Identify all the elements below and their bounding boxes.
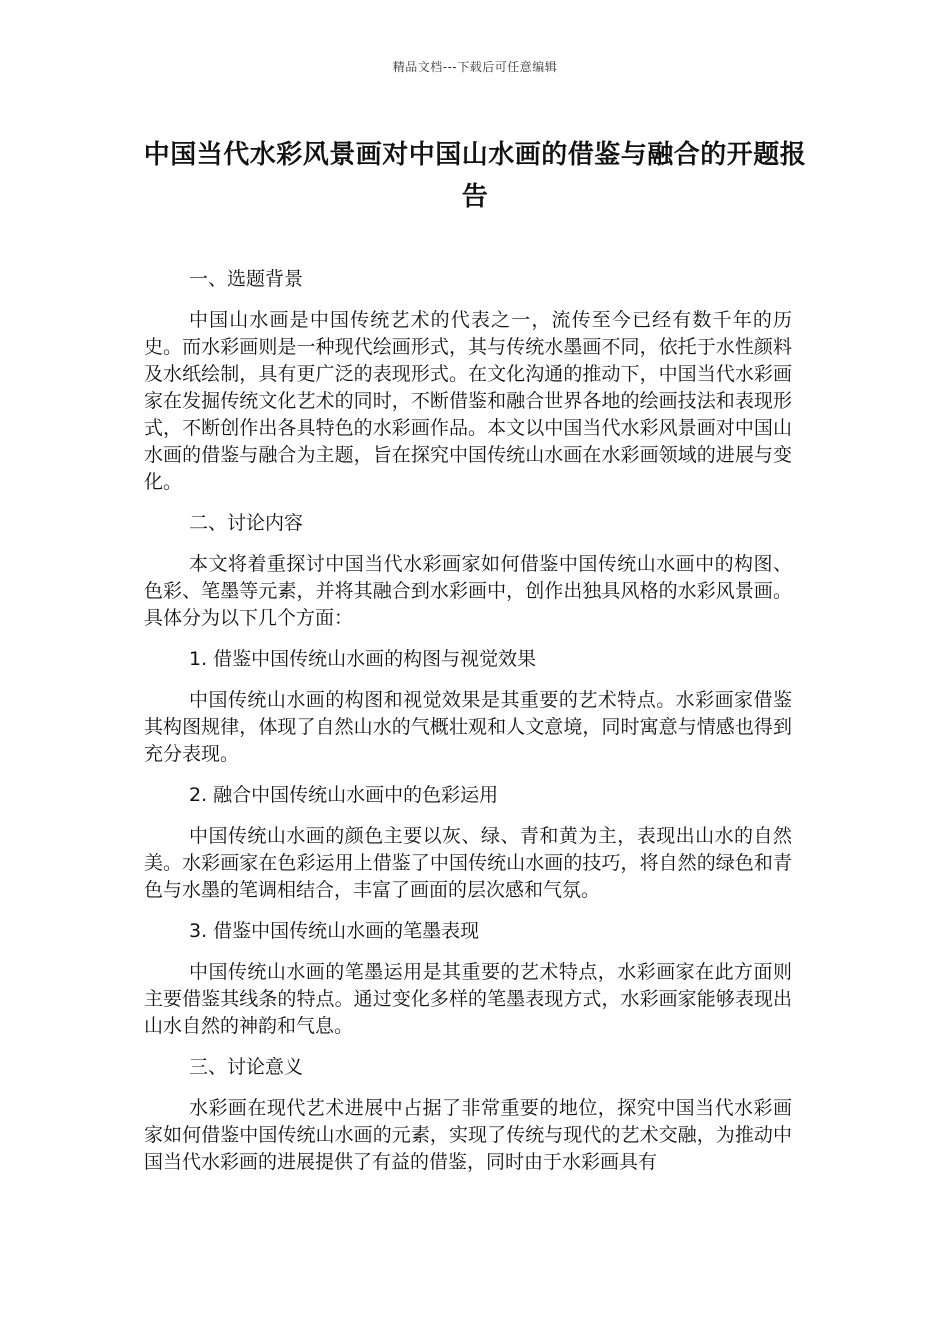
document-body: [144, 266, 792, 1176]
paragraph-color: 中国传统山水画的颜色主要以灰、绿、青和黄为主，表现出山水的自然美。水彩画家在色彩运用上借鉴了中国传统山水画的技巧，将自然的绿色和青色与水墨的笔调相结合，丰富了画面的层次感和气氛。: [144, 825, 792, 901]
subheading-color: 2. 融合中国传统山水画中的色彩运用: [189, 784, 499, 806]
paragraph-significance: 水彩画在现代艺术进展中占据了非常重要的地位，探究中国当代水彩画家如何借鉴中国传统山水画的元素，实现了传统与现代的艺术交融，为推动中国当代水彩画的进展提供了有益的借鉴，同时由于水彩画具有: [144, 1097, 792, 1173]
paragraph-brushwork: 中国传统山水画的笔墨运用是其重要的艺术特点，水彩画家在此方面则主要借鉴其线条的特点。通过变化多样的笔墨表现方式，水彩画家能够表现出山水自然的神韵和气息。: [144, 961, 792, 1037]
header-note: 精品文档---下载后可任意编辑: [392, 60, 558, 74]
paragraph-research-content: 本文将着重探讨中国当代水彩画家如何借鉴中国传统山水画中的构图、色彩、笔墨等元素，并将其融合到水彩画中，创作出独具风格的水彩风景画。具体分为以下几个方面：: [144, 553, 792, 629]
paragraph-composition: 中国传统山水画的构图和视觉效果是其重要的艺术特点。水彩画家借鉴其构图规律，体现了自然山水的气概壮观和人文意境，同时寓意与情感也得到充分表现。: [144, 689, 792, 765]
subheading-brushwork: 3. 借鉴中国传统山水画的笔墨表现: [189, 920, 480, 942]
section-heading-background: 一、选题背景: [189, 268, 304, 290]
section-heading-research-content: 二、讨论内容: [189, 512, 304, 534]
subheading-composition: 1. 借鉴中国传统山水画的构图与视觉效果: [189, 648, 537, 670]
paragraph-background: 中国山水画是中国传统艺术的代表之一，流传至今已经有数千年的历史。而水彩画则是一种现代绘画形式，其与传统水墨画不同，依托于水性颜料及水纸绘制，具有更广泛的表现形式。在文化沟通的推动下，中国当代水彩画家在发掘传统文化艺术的同时，不断借鉴和融合世界各地的绘画技法和表现形式，不断创作出各具特色的水彩画作品。本文以中国当代水彩风景画对中国山水画的借鉴与融合为主题，旨在探究中国传统山水画在水彩画领域的进展与变化。: [144, 309, 792, 493]
document-title: 中国当代水彩风景画对中国山水画的借鉴与融合的开题报告: [143, 140, 807, 212]
section-heading-significance: 三、讨论意义: [189, 1056, 304, 1078]
